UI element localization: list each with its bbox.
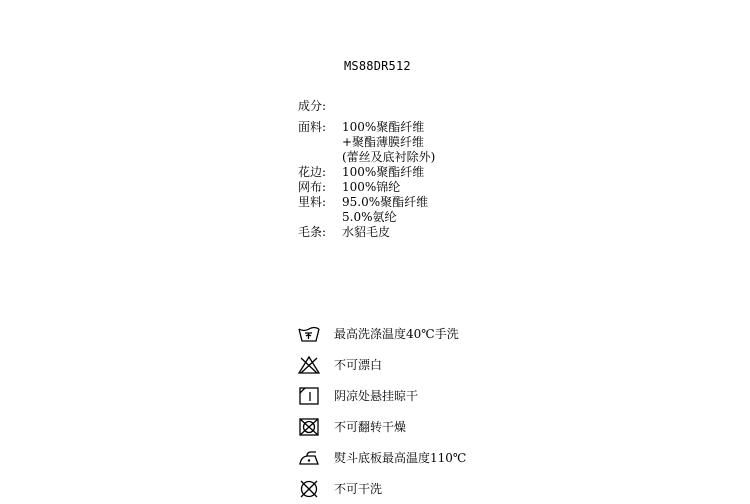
composition-section (298, 98, 435, 240)
care-item-tumble (298, 411, 466, 442)
care-item-dry (298, 380, 466, 411)
composition-value: (蕾丝及底衬除外) (342, 150, 436, 164)
composition-value: 100%锦纶 (342, 180, 401, 194)
care-text: 不可漂白 (334, 358, 383, 372)
composition-heading: 成分: (298, 99, 327, 113)
composition-key: 面料: (298, 120, 327, 134)
no-bleach-icon (298, 355, 320, 375)
composition-value: 100%聚酯纤维 (342, 165, 425, 179)
care-text: 阴凉处悬挂晾干 (334, 389, 419, 403)
composition-value: 水貂毛皮 (342, 225, 391, 239)
composition-value: 95.0%聚酯纤维 (342, 195, 429, 209)
composition-value: 5.0%氨纶 (342, 210, 397, 224)
line-dry-shade-icon (298, 386, 320, 406)
care-text: 最高洗涤温度40℃手洗 (334, 327, 459, 341)
composition-row-lining (298, 195, 435, 225)
iron-low-heat-icon (298, 448, 320, 468)
care-instructions (298, 318, 466, 504)
no-dry-clean-icon (298, 479, 320, 499)
composition-key: 毛条: (298, 225, 327, 239)
care-text: 不可干洗 (334, 482, 383, 496)
composition-row-mesh (298, 180, 435, 195)
composition-key: 里料: (298, 195, 327, 209)
composition-key: 网布: (298, 180, 327, 194)
composition-row-fabric (298, 120, 435, 165)
wash-basin-40-icon (298, 324, 320, 344)
care-item-bleach (298, 349, 466, 380)
no-tumble-dry-icon (298, 417, 320, 437)
care-item-dryclean (298, 473, 466, 504)
product-code: MS88DR512 (344, 59, 411, 73)
composition-value: +聚酯薄膜纤维 (342, 135, 425, 149)
care-text: 不可翻转干燥 (334, 420, 407, 434)
composition-key: 花边: (298, 165, 327, 179)
care-item-wash (298, 318, 466, 349)
care-text: 熨斗底板最高温度110℃ (334, 451, 467, 465)
composition-value: 100%聚酯纤维 (342, 120, 425, 134)
composition-row-fur-trim (298, 225, 435, 240)
care-item-iron (298, 442, 466, 473)
composition-row-lace (298, 165, 435, 180)
